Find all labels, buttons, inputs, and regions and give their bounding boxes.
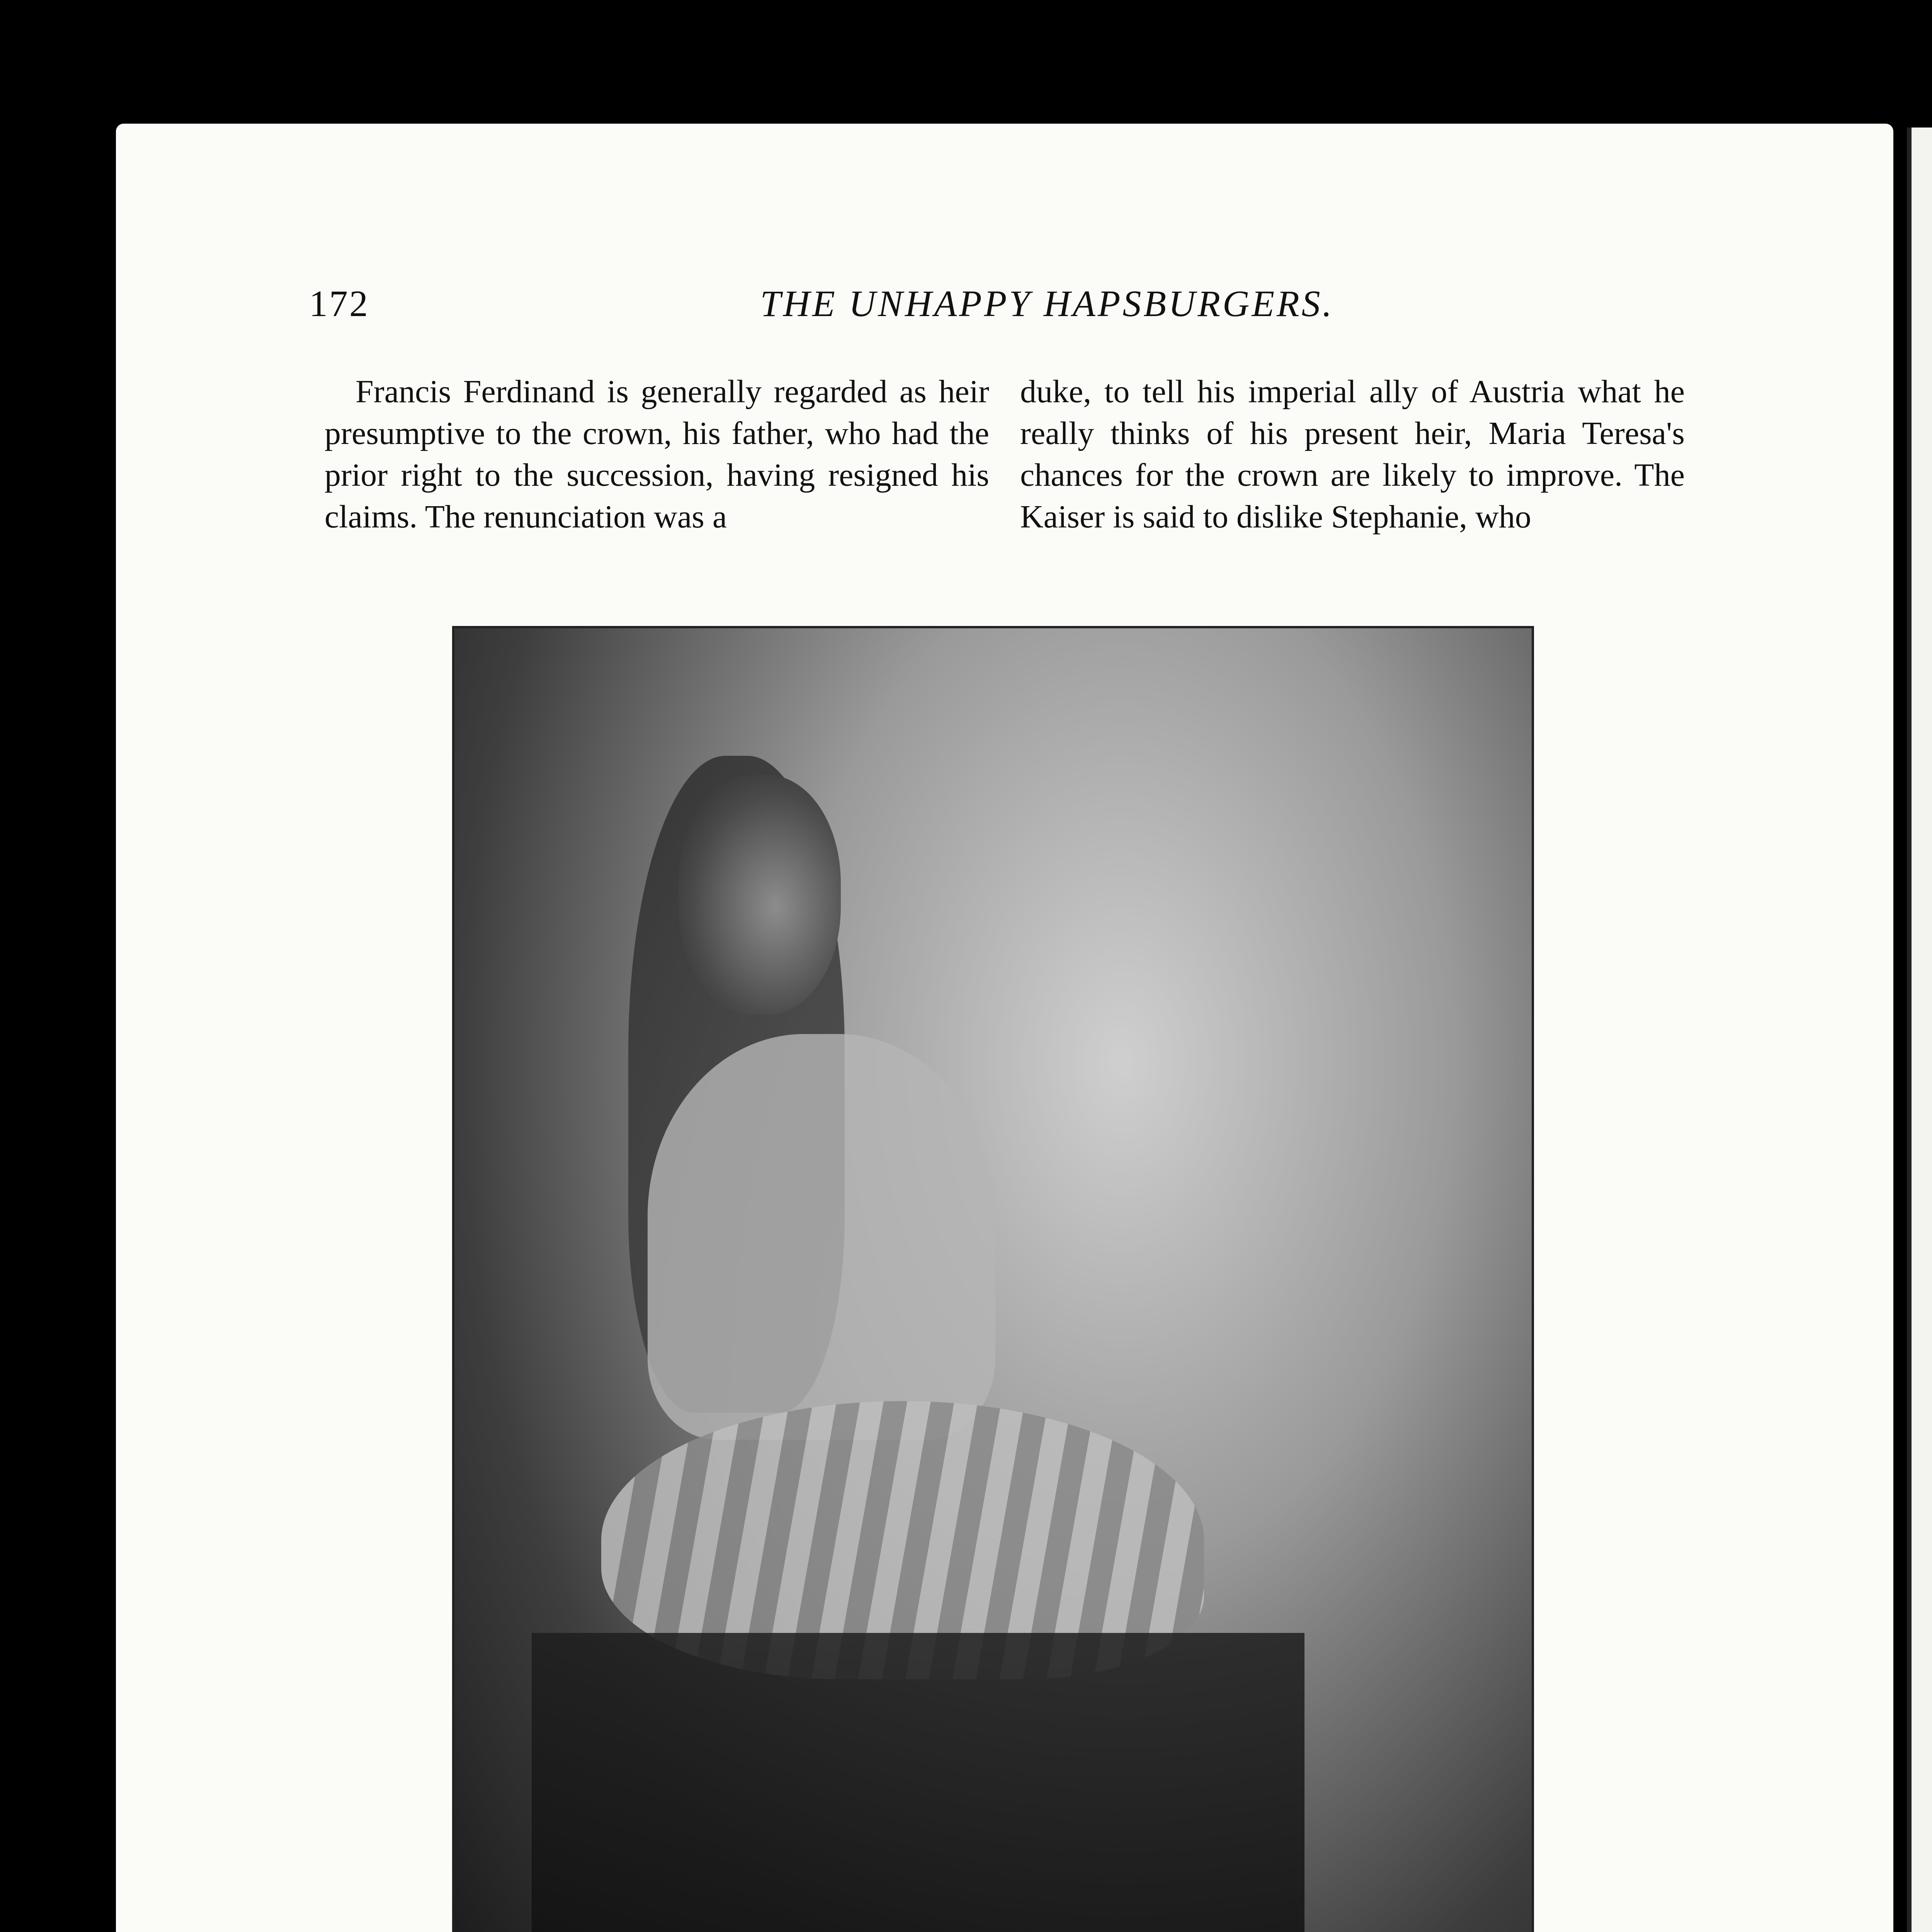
photo-shading — [679, 775, 841, 1015]
column-top-right — [1020, 371, 1685, 538]
paragraph: Francis Ferdinand is generally regarded as heir presumptive to the crown, his father, who had the prior right to the succession, having resigned his claims. The renunciation was a — [325, 374, 989, 535]
facing-page-edge — [1907, 128, 1932, 1932]
photo-shading — [648, 1034, 995, 1440]
photograph-archduchess — [452, 626, 1534, 1932]
photo-shading — [532, 1633, 1304, 1932]
page-title: THE UNHAPPY HAPSBURGERS. — [760, 283, 1334, 324]
running-head — [309, 282, 1692, 332]
column-top-left — [325, 371, 989, 538]
paragraph: duke, to tell his imperial ally of Austria what he really thinks of his present heir, Maria Teresa's chances for the crown are likely to improve. The Kaiser is said to dislike Stephanie, who — [1020, 374, 1685, 535]
page-number: 172 — [309, 283, 369, 324]
